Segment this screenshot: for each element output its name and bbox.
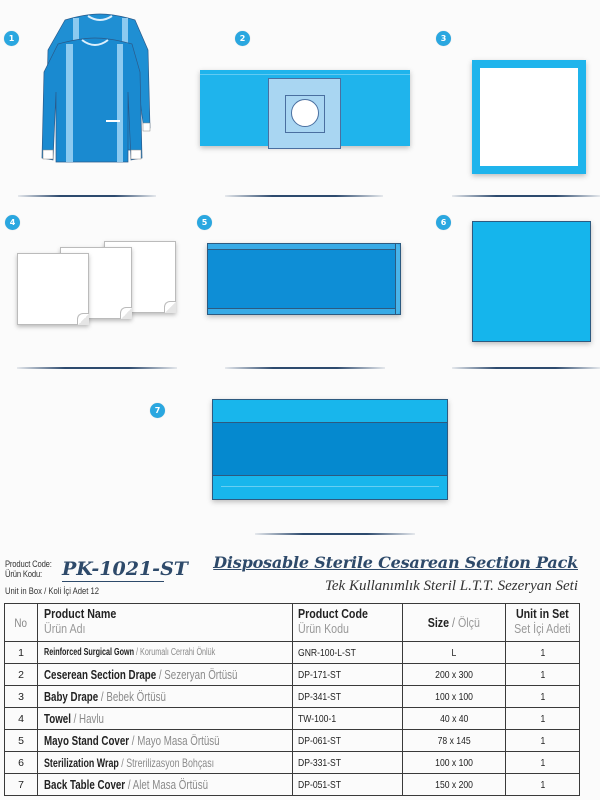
table-header-row: [5, 604, 580, 642]
table-row: [5, 642, 580, 664]
page-title: Disposable Sterile Cesarean Section Pack: [213, 553, 578, 572]
section-divider: [225, 195, 383, 197]
row-product-code: TW-100-1: [293, 708, 403, 730]
row-product-code: DP-051-ST: [293, 774, 403, 796]
column-header-unit-en: Unit in Set: [516, 606, 569, 621]
table-row: [5, 664, 580, 686]
row-no: 4: [5, 708, 38, 730]
column-header-unit-tr: Set İçi Adeti: [514, 621, 571, 636]
section-divider: [18, 195, 156, 197]
column-header-name-tr: Ürün Adı: [44, 621, 86, 636]
row-no: 3: [5, 686, 38, 708]
item-number-badge-5: 5: [197, 215, 212, 230]
row-size: 100 x 100: [403, 752, 506, 774]
product-code-underline: [62, 581, 164, 582]
row-no: 2: [5, 664, 38, 686]
column-header-product-code: [293, 604, 403, 642]
row-product-code: DP-331-ST: [293, 752, 403, 774]
fenestration-hole: [291, 99, 319, 127]
table-row: [5, 730, 580, 752]
surgical-gown-illustration: [40, 10, 160, 170]
column-header-size: Size / Ölçü: [403, 604, 506, 642]
row-unit-in-set: 1: [506, 730, 580, 752]
row-size: 40 x 40: [403, 708, 506, 730]
row-product-code: DP-341-ST: [293, 686, 403, 708]
row-size: 150 x 200: [403, 774, 506, 796]
row-product-code: DP-061-ST: [293, 730, 403, 752]
section-divider: [452, 195, 600, 197]
row-no: 6: [5, 752, 38, 774]
row-unit-in-set: 1: [506, 686, 580, 708]
unit-in-box: [5, 586, 99, 596]
item-number-badge-6: 6: [436, 215, 451, 230]
unit-in-box-en: Unit in Box: [5, 586, 43, 596]
row-product-name: Mayo Stand Cover / Mayo Masa Örtüsü: [38, 730, 293, 752]
row-unit-in-set: 1: [506, 774, 580, 796]
table-row: [5, 774, 580, 796]
row-size: 200 x 300: [403, 664, 506, 686]
row-product-code: GNR-100-L-ST: [293, 642, 403, 664]
product-code-label-tr: Ürün Kodu:: [5, 569, 43, 579]
row-product-code: DP-171-ST: [293, 664, 403, 686]
column-header-unit-in-set: [506, 604, 580, 642]
row-unit-in-set: 1: [506, 752, 580, 774]
row-unit-in-set: 1: [506, 664, 580, 686]
section-divider: [17, 367, 177, 369]
item-number-badge-3: 3: [436, 31, 451, 46]
table-row: [5, 686, 580, 708]
sterilization-wrap-illustration: [472, 221, 591, 342]
product-code-value: PK-1021-ST: [62, 558, 188, 580]
section-divider: [452, 367, 600, 369]
item-number-badge-2: 2: [235, 31, 250, 46]
row-product-name: Reinforced Surgical Gown / Korumalı Cerrahi Önlük: [38, 642, 293, 664]
unit-in-box-tr: Koli İçi Adet 12: [48, 586, 100, 596]
row-product-name: Towel / Havlu: [38, 708, 293, 730]
column-header-name-en: Product Name: [44, 606, 117, 621]
item-number-badge-4: 4: [5, 215, 20, 230]
product-code-label-en: Product Code:: [5, 559, 52, 569]
row-no: 5: [5, 730, 38, 752]
row-size: 100 x 100: [403, 686, 506, 708]
back-table-cover-illustration: [212, 399, 448, 500]
row-product-name: Back Table Cover / Alet Masa Örtüsü: [38, 774, 293, 796]
row-product-name: Baby Drape / Bebek Örtüsü: [38, 686, 293, 708]
column-header-product-name: [38, 604, 293, 642]
row-size: 78 x 145: [403, 730, 506, 752]
row-size: L: [403, 642, 506, 664]
row-unit-in-set: 1: [506, 708, 580, 730]
column-header-size-en: Size: [427, 614, 450, 630]
column-header-no: No: [5, 604, 38, 642]
item-number-badge-1: 1: [4, 31, 19, 46]
row-product-name: Sterilization Wrap / Strerilizasyon Bohçası: [38, 752, 293, 774]
product-table: [4, 603, 580, 796]
row-no: 7: [5, 774, 38, 796]
item-number-badge-7: 7: [150, 403, 165, 418]
page-subtitle: Tek Kullanımlık Steril L.T.T. Sezeryan Seti: [324, 578, 578, 594]
row-product-name: Ceserean Section Drape / Sezeryan Örtüsü: [38, 664, 293, 686]
section-divider: [225, 367, 385, 369]
cesarean-drape-illustration: [200, 70, 410, 146]
row-unit-in-set: 1: [506, 642, 580, 664]
column-header-code-en: Product Code: [298, 606, 368, 621]
table-row: [5, 708, 580, 730]
mayo-stand-cover-illustration: [207, 243, 401, 315]
table-row: [5, 752, 580, 774]
section-divider: [255, 533, 415, 535]
baby-drape-illustration: [472, 60, 586, 174]
row-no: 1: [5, 642, 38, 664]
column-header-size-tr: Ölçü: [458, 614, 481, 630]
towel-illustration-front: [17, 253, 89, 325]
column-header-code-tr: Ürün Kodu: [298, 621, 349, 636]
unit-in-box-separator: /: [42, 586, 49, 596]
